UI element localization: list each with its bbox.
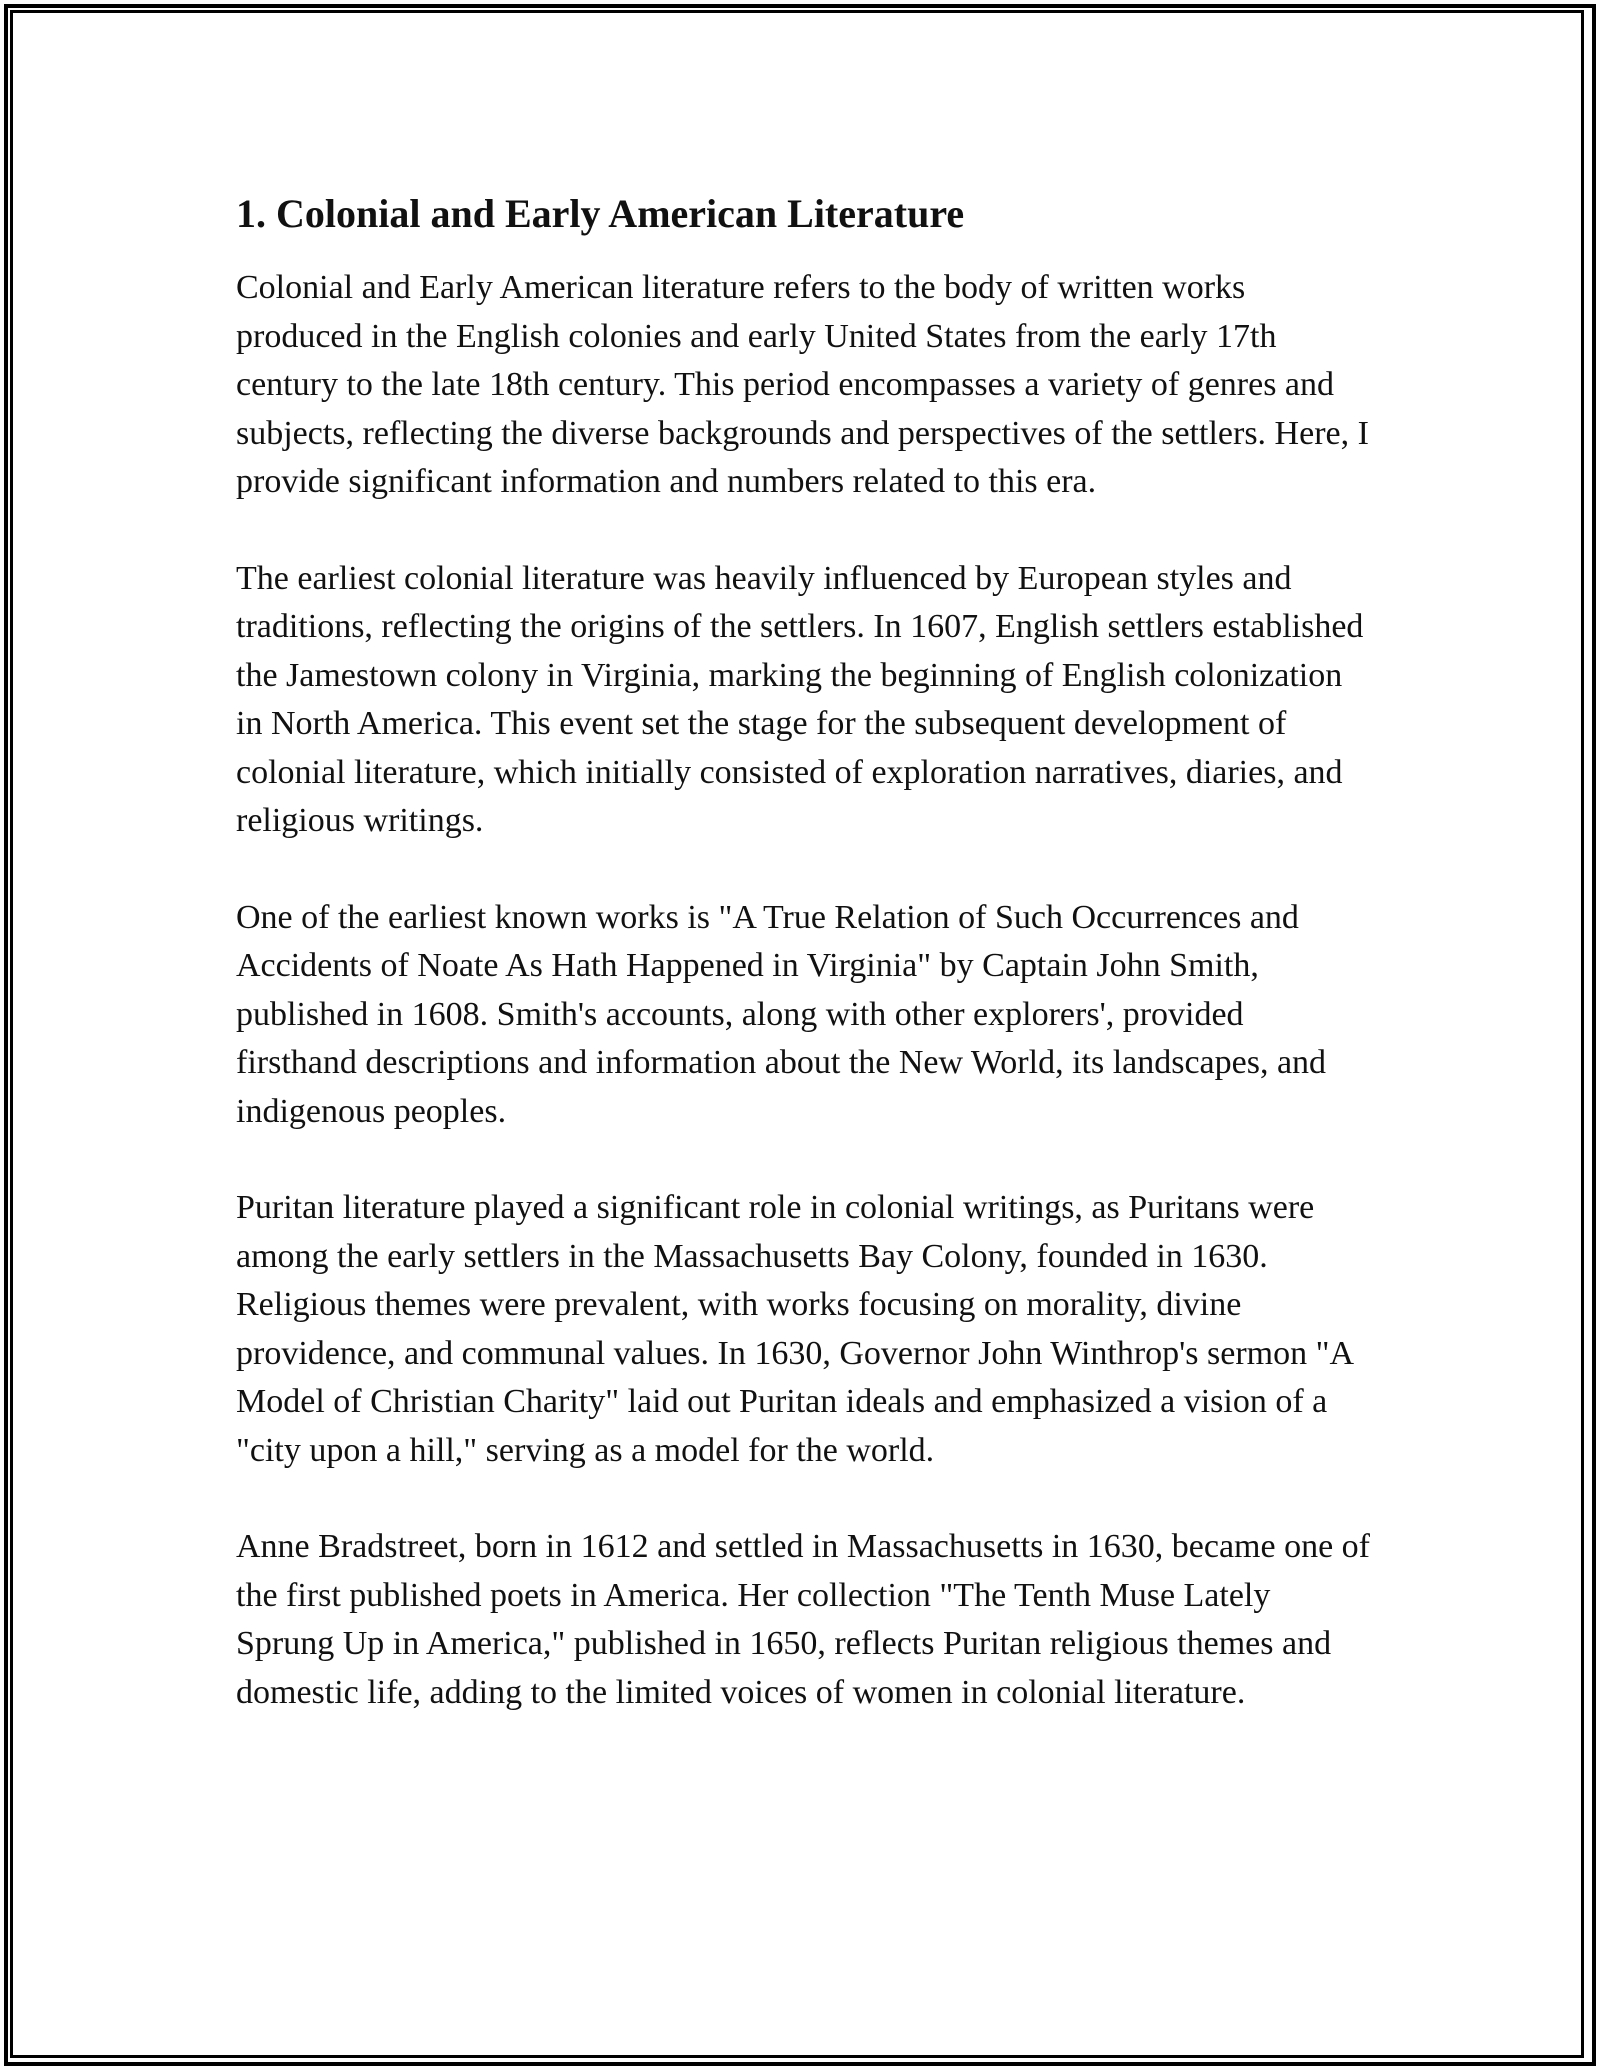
paragraph-john-smith: One of the earliest known works is "A True Relation of Such Occurrences and Accidents of Noate As Hath Happened in Virginia" by Captain John Smith, published in 1608. Smith's accounts, along with other explorers', provided firsthand descriptions and information about the New World, its landscapes, and indigenous peoples. xyxy=(236,898,1327,1130)
paragraph-intro: Colonial and Early American literature refers to the body of written works produced in the English colonies and early United States from the early 17th century to the late 18th century. This period encompasses a variety of genres and subjects, reflecting the diverse backgrounds and perspectives of the settlers. Here, I provide significant information and numbers related to this era. xyxy=(236,269,1369,500)
paragraph-puritan: Puritan literature played a significant role in colonial writings, as Puritans were among the early settlers in the Massachusetts Bay Colony, founded in 1630. Religious themes were prevalent, with works focusing on morality, divine providence, and communal values. In 1630, Governor John Winthrop's sermon "A Model of Christian Charity" laid out Puritan ideals and emphasized a vision of a "city upon a hill," serving as a model for the world. xyxy=(236,1189,1353,1469)
paragraph-bradstreet: Anne Bradstreet, born in 1612 and settled in Massachusetts in 1630, became one of the first published poets in America. Her collection "The Tenth Muse Lately Sprung Up in America," published in 1650, reflects Puritan religious themes and domestic life, adding to the limited voices of women in colonial literature. xyxy=(236,1528,1371,1711)
section-heading: 1. Colonial and Early American Literature xyxy=(236,191,965,236)
document-body xyxy=(236,186,1372,1765)
paragraph-jamestown: The earliest colonial literature was heavily influenced by European styles and traditions, reflecting the origins of the settlers. In 1607, English settlers established the Jamestown colony in Virginia, marking the beginning of English colonization in North America. This event set the stage for the subsequent development of colonial literature, which initially consisted of exploration narratives, diaries, and religious writings. xyxy=(236,559,1364,839)
